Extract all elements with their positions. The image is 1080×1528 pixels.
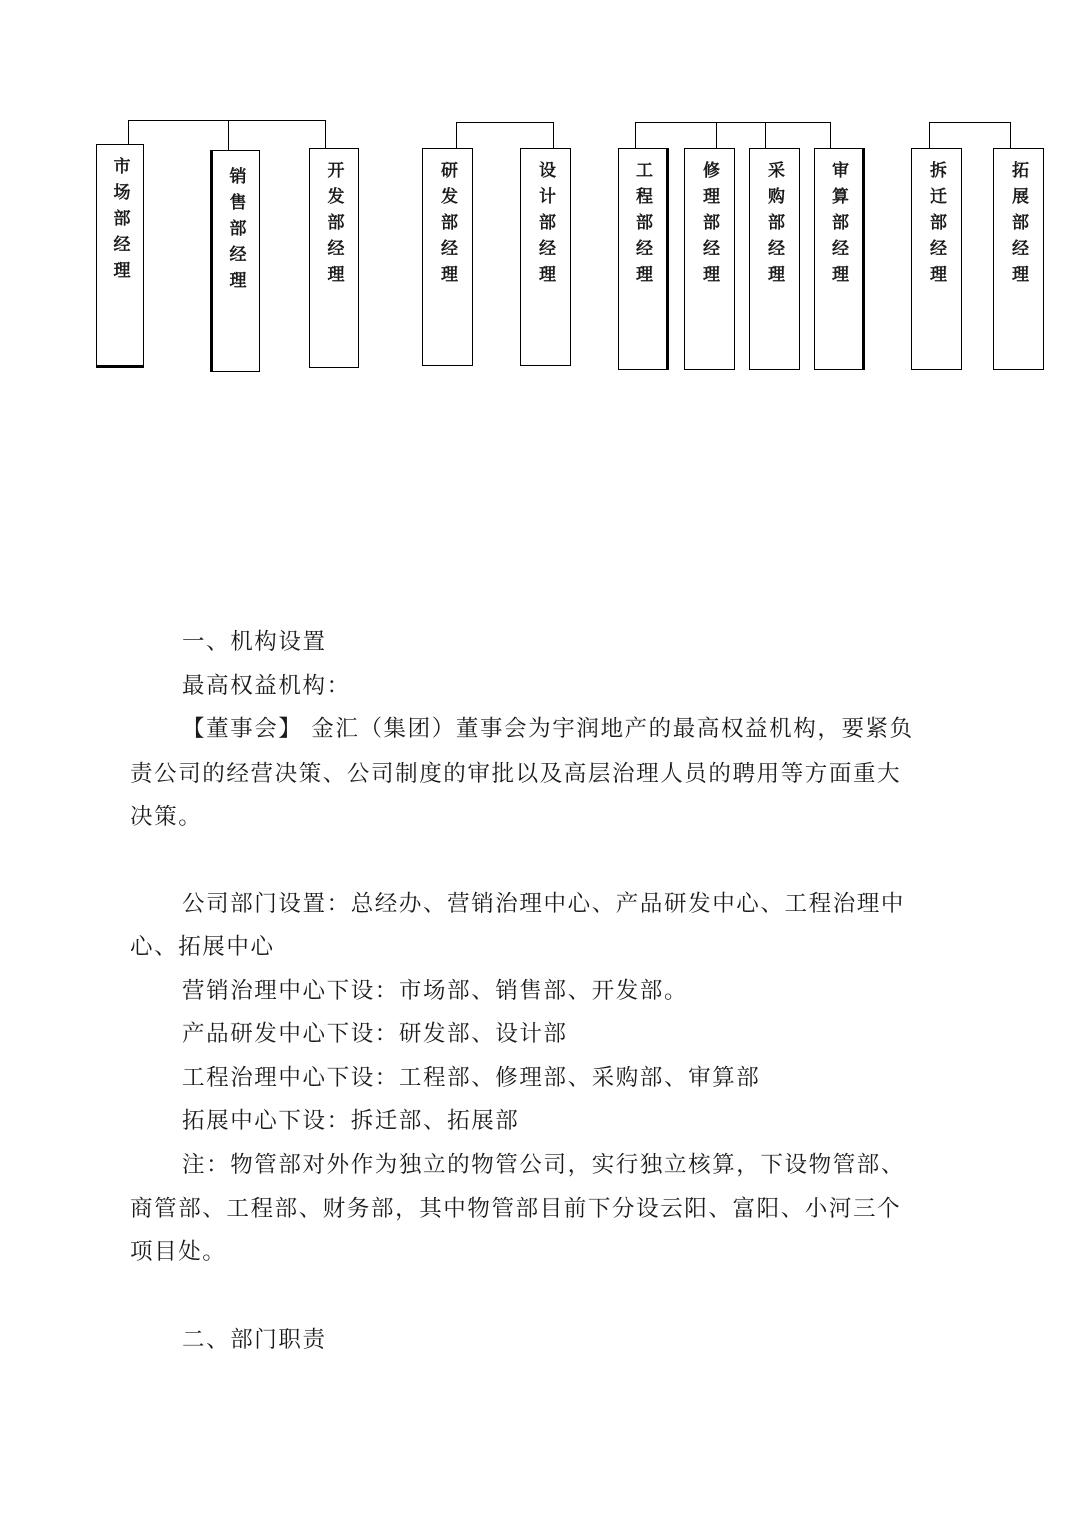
connector-line [635, 122, 636, 148]
section-2-heading: 二、部门职责 [182, 1327, 327, 1353]
org-box-development-manager [309, 148, 359, 368]
connector-line [128, 120, 129, 144]
org-box-label: 审算部经理 [828, 161, 848, 291]
org-box-label: 拓展部经理 [1008, 161, 1028, 291]
org-box-demolition-manager [911, 148, 962, 370]
engineering-center-line: 工程治理中心下设：工程部、修理部、采购部、审算部 [182, 1065, 761, 1091]
org-box-label: 拆迁部经理 [926, 161, 946, 291]
connector-line [635, 122, 831, 123]
org-box-label: 修理部经理 [699, 161, 719, 291]
expansion-center-line: 拓展中心下设：拆迁部、拓展部 [182, 1108, 520, 1134]
departments-paragraph-line: 心、拓展中心 [130, 934, 275, 960]
org-box-engineering-manager [618, 148, 669, 370]
departments-paragraph-line: 公司部门设置：总经办、营销治理中心、产品研发中心、工程治理中 [182, 891, 906, 917]
marketing-center-line: 营销治理中心下设：市场部、销售部、开发部。 [182, 978, 689, 1004]
connector-line [128, 120, 326, 121]
org-box-audit-manager [814, 148, 865, 370]
connector-line [228, 120, 229, 150]
board-paragraph-line: 责公司的经营决策、公司制度的审批以及高层治理人员的聘用等方面重大 [130, 761, 902, 787]
connector-line [929, 122, 930, 148]
connector-line [716, 122, 717, 148]
note-paragraph-line: 项目处。 [130, 1239, 227, 1265]
org-box-label: 销售部经理 [225, 167, 246, 297]
org-chart [0, 0, 1080, 400]
connector-line [456, 122, 457, 148]
org-box-label: 市场部经理 [109, 157, 130, 287]
org-box-market-manager [96, 144, 144, 368]
connector-line [553, 122, 554, 148]
org-box-rnd-manager [422, 148, 473, 366]
org-box-repair-manager [684, 148, 735, 370]
org-box-design-manager [520, 148, 571, 366]
org-box-sales-manager [210, 150, 260, 372]
connector-line [830, 122, 831, 148]
org-box-label: 研发部经理 [437, 161, 457, 291]
connector-line [456, 122, 554, 123]
board-paragraph-line: 【董事会】 金汇（集团）董事会为宇润地产的最高权益机构，要紧负 [182, 716, 914, 742]
connector-line [929, 122, 1011, 123]
note-paragraph-line: 注：物管部对外作为独立的物管公司，实行独立核算，下设物管部、 [182, 1152, 906, 1178]
connector-line [765, 122, 766, 148]
connector-line [325, 120, 326, 148]
org-box-purchasing-manager [749, 148, 800, 370]
section-1-subheading: 最高权益机构： [182, 673, 351, 699]
org-box-expansion-manager [993, 148, 1044, 370]
product-center-line: 产品研发中心下设：研发部、设计部 [182, 1021, 568, 1047]
org-box-label: 设计部经理 [535, 161, 555, 291]
org-box-label: 开发部经理 [323, 161, 344, 291]
org-box-label: 工程部经理 [632, 161, 652, 291]
note-paragraph-line: 商管部、工程部、财务部，其中物管部目前下分设云阳、富阳、小河三个 [130, 1196, 902, 1222]
board-paragraph-line: 决策。 [130, 804, 203, 830]
org-box-label: 采购部经理 [764, 161, 784, 291]
section-1-heading: 一、机构设置 [182, 629, 327, 655]
connector-line [1010, 122, 1011, 148]
